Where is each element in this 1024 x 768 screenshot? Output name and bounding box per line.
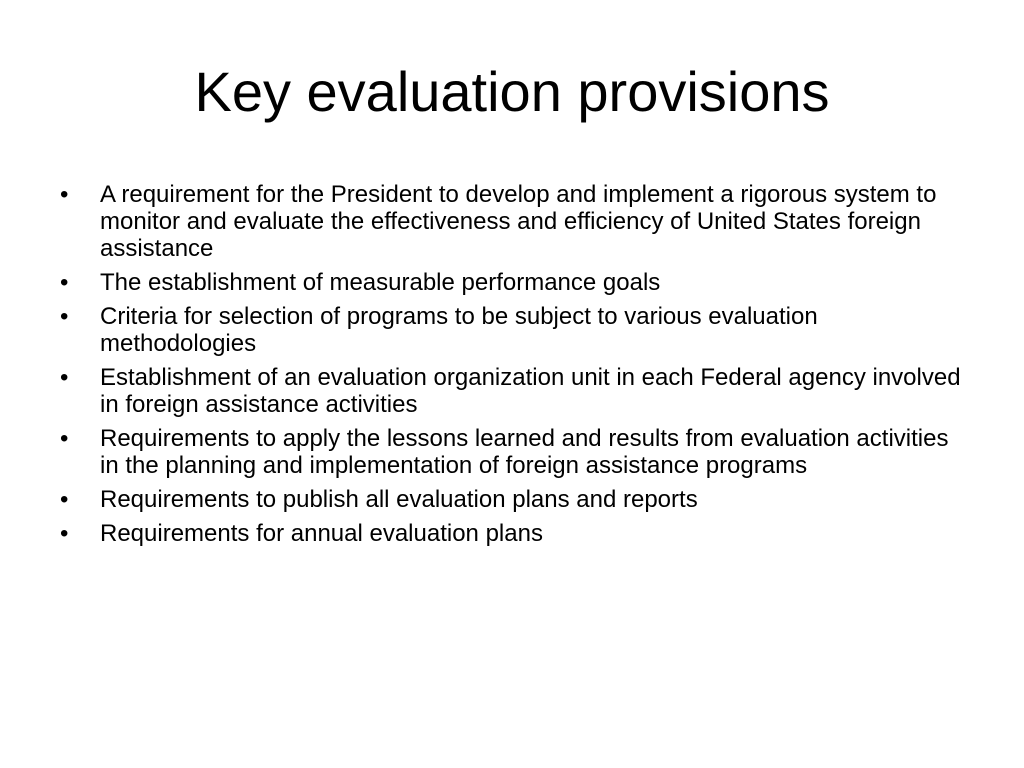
bullet-item (60, 181, 970, 262)
bullet-text: Requirements for annual evaluation plans (100, 520, 543, 547)
bullet-text: The establishment of measurable performance goals (100, 269, 661, 296)
bullet-item (60, 425, 970, 479)
bullet-text: Criteria for selection of programs to be subject to various evaluation methodologies (100, 303, 818, 357)
bullet-item (60, 364, 970, 418)
bullet-icon: • (60, 486, 69, 513)
bullet-icon: • (60, 425, 69, 452)
bullet-icon: • (60, 303, 69, 330)
slide-title: Key evaluation provisions (194, 60, 830, 123)
bullet-icon: • (60, 181, 69, 208)
bullet-text: Requirements to apply the lessons learned and results from evaluation activities in the planning and implementation of foreign assistance programs (100, 425, 949, 479)
bullet-text: Establishment of an evaluation organization unit in each Federal agency involved in foreign assistance activities (100, 364, 961, 418)
bullet-text: A requirement for the President to develop and implement a rigorous system to monitor and evaluate the effectiveness and efficiency of United States foreign assistance (100, 181, 937, 262)
bullet-icon: • (60, 364, 69, 391)
bullet-text: Requirements to publish all evaluation plans and reports (100, 486, 698, 513)
bullet-icon: • (60, 520, 69, 547)
bullet-item (60, 269, 970, 296)
bullet-item (60, 303, 970, 357)
bullet-item (60, 486, 970, 513)
bullet-item (60, 520, 970, 547)
bullet-list (60, 181, 970, 554)
bullet-icon: • (60, 269, 69, 296)
